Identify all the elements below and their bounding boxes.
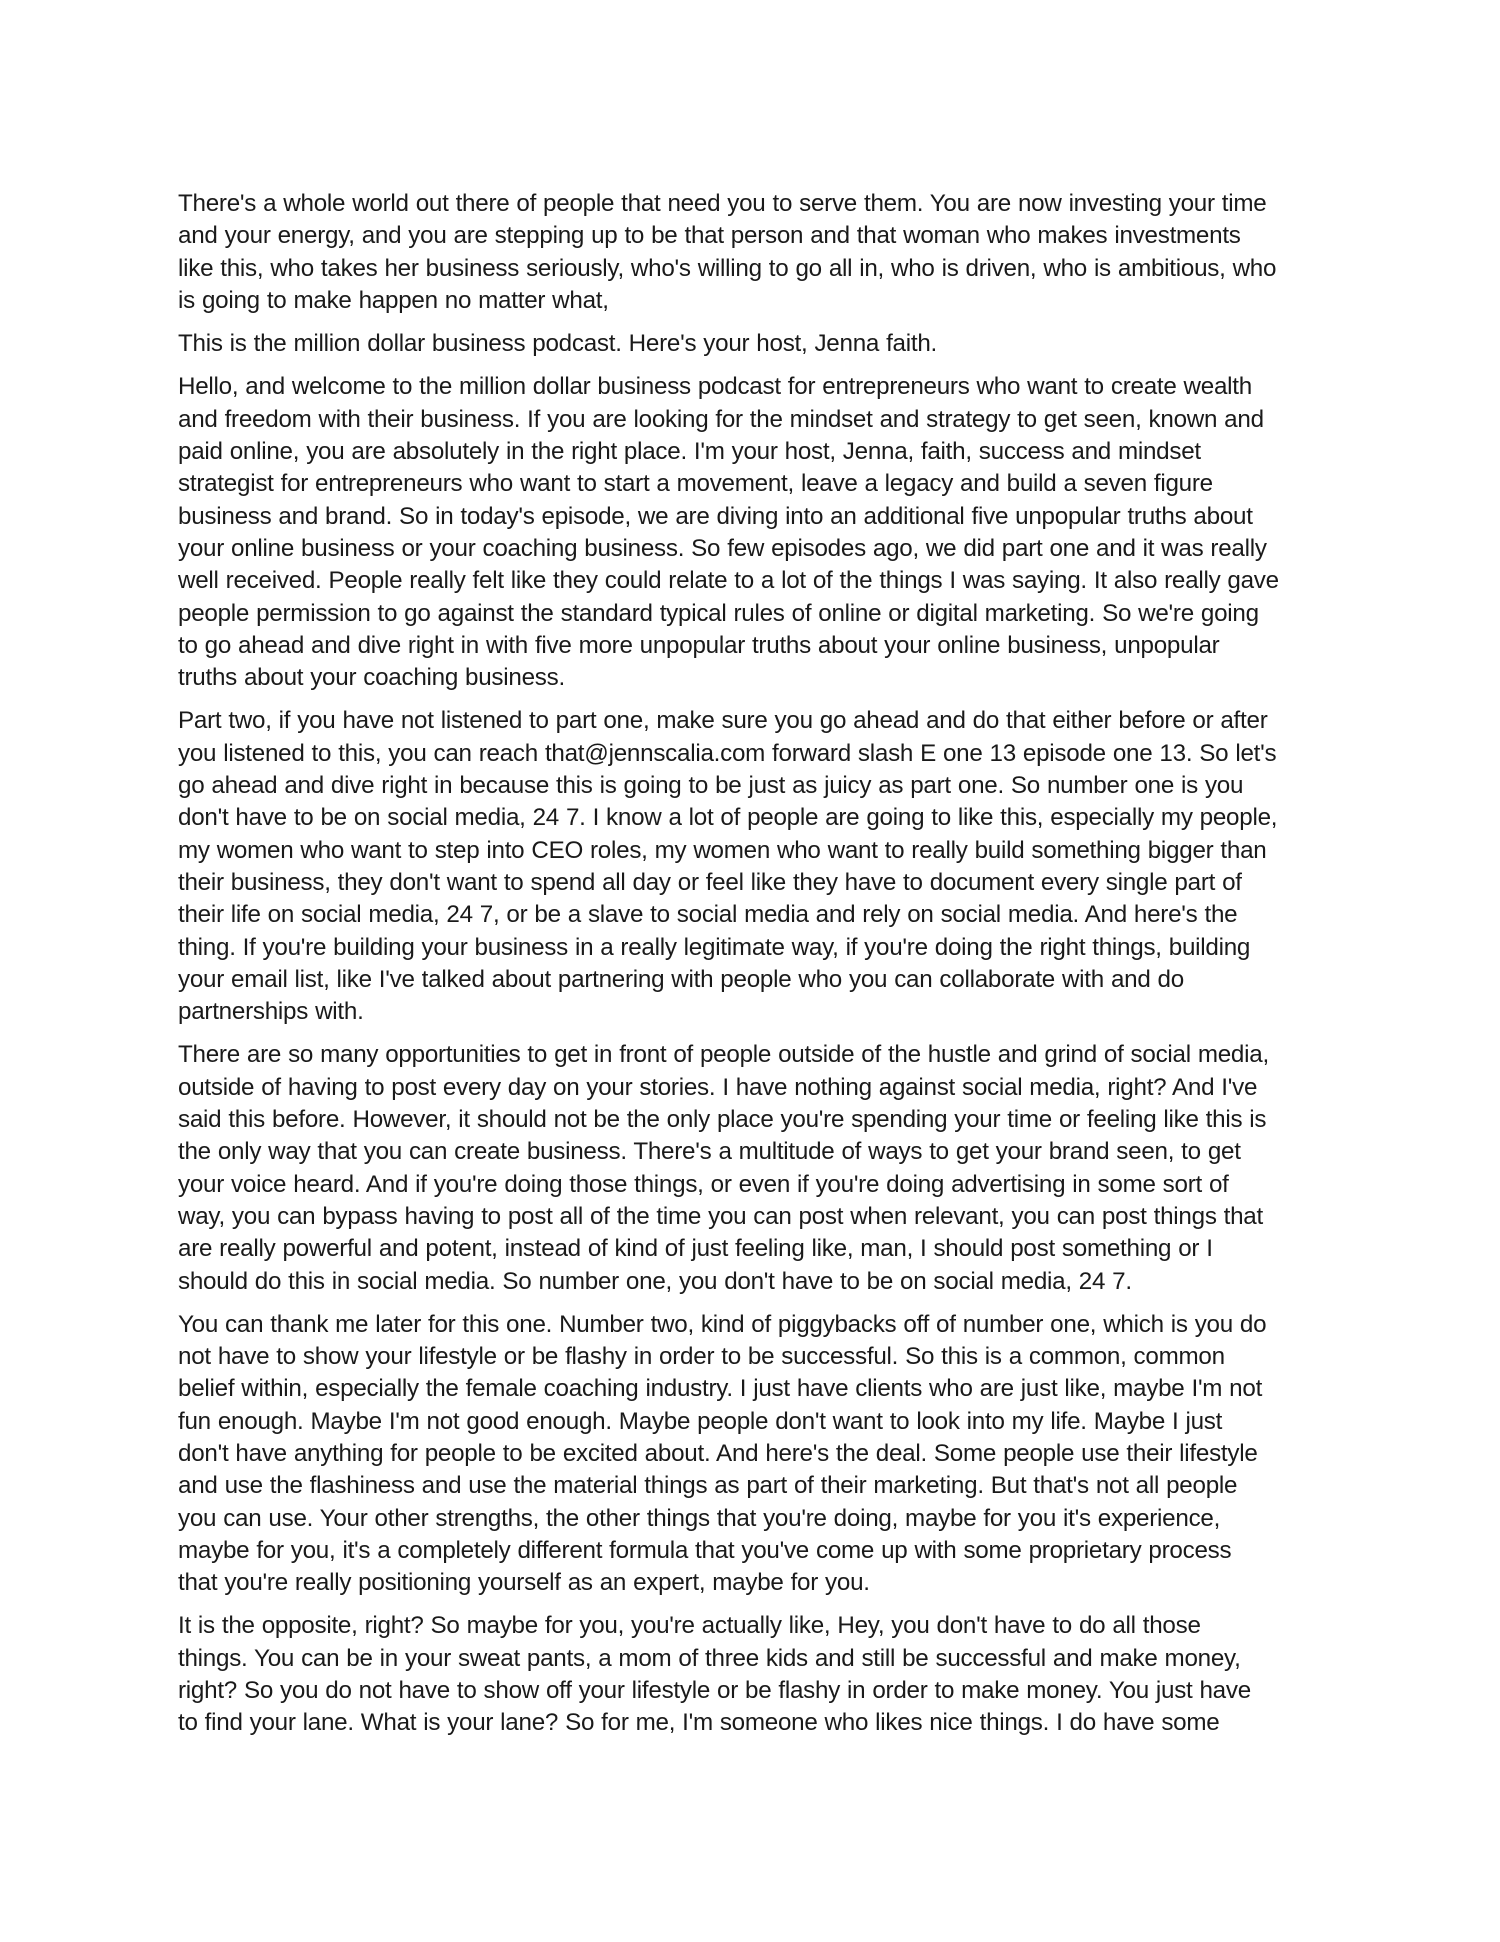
- text-line: to go ahead and dive right in with five more unpopular truths about your online business, unpopular: [178, 631, 1220, 659]
- paragraph-opportunities: [178, 1039, 1338, 1297]
- text-line: to find your lane. What is your lane? So for me, I'm someone who likes nice things. I do have some: [178, 1709, 1220, 1737]
- text-line: your voice heard. And if you're doing those things, or even if you're doing advertising in some sort of: [178, 1170, 1229, 1198]
- text-line: my women who want to step into CEO roles, my women who want to really build something bigger than: [178, 836, 1267, 864]
- text-line: fun enough. Maybe I'm not good enough. Maybe people don't want to look into my life. Maybe I just: [178, 1407, 1223, 1435]
- paragraph-welcome: [178, 371, 1338, 694]
- text-line: are really powerful and potent, instead of kind of just feeling like, man, I should post something or I: [178, 1235, 1213, 1263]
- text-line: and your energy, and you are stepping up to be that person and that woman who makes investments: [178, 222, 1241, 250]
- text-line: You can thank me later for this one. Number two, kind of piggybacks off of number one, which is you do: [178, 1310, 1267, 1338]
- text-line: business and brand. So in today's episode, we are diving into an additional five unpopular truths about: [178, 502, 1253, 530]
- text-line: don't have to be on social media, 24 7. I know a lot of people are going to like this, especially my people,: [178, 804, 1278, 832]
- text-line: should do this in social media. So number one, you don't have to be on social media, 24 7.: [178, 1267, 1132, 1295]
- text-line: Part two, if you have not listened to part one, make sure you go ahead and do that either before or after: [178, 707, 1268, 735]
- text-line: strategist for entrepreneurs who want to start a movement, leave a legacy and build a seven figure: [178, 470, 1213, 498]
- text-line: well received. People really felt like they could relate to a lot of the things I was saying. It also really gave: [178, 567, 1279, 595]
- text-line: people permission to go against the standard typical rules of online or digital marketing. So we're going: [178, 599, 1259, 627]
- text-line: your online business or your coaching business. So few episodes ago, we did part one and it was really: [178, 534, 1267, 562]
- paragraph-number-two: [178, 1309, 1338, 1600]
- text-line: their life on social media, 24 7, or be a slave to social media and rely on social media. And here's the: [178, 901, 1238, 929]
- text-line: like this, who takes her business seriously, who's willing to go all in, who is driven, who is ambitious, who: [178, 254, 1277, 282]
- text-line: maybe for you, it's a completely different formula that you've come up with some proprietary process: [178, 1536, 1232, 1564]
- text-line: outside of having to post every day on your stories. I have nothing against social media, right? And I've: [178, 1073, 1258, 1101]
- text-line: partnerships with.: [178, 998, 364, 1026]
- text-line: you listened to this, you can reach that@jennscalia.com forward slash E one 13 episode one 13. So let's: [178, 739, 1277, 767]
- text-line: not have to show your lifestyle or be flashy in order to be successful. So this is a common, common: [178, 1343, 1225, 1371]
- paragraph-part-two: [178, 705, 1338, 1028]
- text-line: There are so many opportunities to get in front of people outside of the hustle and grind of social media,: [178, 1041, 1269, 1069]
- paragraph-show-announcement: [178, 328, 1338, 360]
- text-line: and freedom with their business. If you are looking for the mindset and strategy to get seen, known and: [178, 405, 1264, 433]
- text-line: that you're really positioning yourself as an expert, maybe for you.: [178, 1569, 870, 1597]
- text-line: There's a whole world out there of people that need you to serve them. You are now investing your time: [178, 190, 1267, 217]
- text-line: and use the flashiness and use the material things as part of their marketing. But that's not all people: [178, 1472, 1238, 1500]
- text-line: This is the million dollar business podcast. Here's your host, Jenna faith.: [178, 330, 938, 358]
- text-line: is going to make happen no matter what,: [178, 286, 609, 314]
- text-line: said this before. However, it should not be the only place you're spending your time or feeling like this is: [178, 1106, 1267, 1134]
- text-line: things. You can be in your sweat pants, a mom of three kids and still be successful and make money,: [178, 1644, 1241, 1672]
- text-line: go ahead and dive right in because this is going to be just as juicy as part one. So number one is you: [178, 772, 1244, 800]
- text-line: don't have anything for people to be excited about. And here's the deal. Some people use their lifestyle: [178, 1439, 1258, 1467]
- text-line: truths about your coaching business.: [178, 664, 565, 692]
- paragraph-intro-clip: [178, 188, 1338, 317]
- text-line: their business, they don't want to spend all day or feel like they have to document every single part of: [178, 868, 1242, 896]
- text-line: right? So you do not have to show off your lifestyle or be flashy in order to make money. You just have: [178, 1677, 1251, 1705]
- text-line: It is the opposite, right? So maybe for you, you're actually like, Hey, you don't have to do all those: [178, 1612, 1201, 1640]
- text-line: thing. If you're building your business in a really legitimate way, if you're doing the right things, building: [178, 933, 1251, 961]
- text-line: you can use. Your other strengths, the other things that you're doing, maybe for you it's experience,: [178, 1504, 1221, 1532]
- text-line: way, you can bypass having to post all of the time you can post when relevant, you can post things that: [178, 1202, 1263, 1230]
- transcript-body: [178, 188, 1338, 1751]
- text-line: paid online, you are absolutely in the right place. I'm your host, Jenna, faith, success and mindset: [178, 438, 1201, 466]
- text-line: the only way that you can create business. There's a multitude of ways to get your brand seen, to get: [178, 1138, 1241, 1166]
- paragraph-opposite: [178, 1610, 1338, 1739]
- text-line: your email list, like I've talked about partnering with people who you can collaborate with and do: [178, 965, 1184, 993]
- text-line: Hello, and welcome to the million dollar business podcast for entrepreneurs who want to create wealth: [178, 373, 1252, 401]
- text-line: belief within, especially the female coaching industry. I just have clients who are just like, maybe I'm not: [178, 1375, 1263, 1403]
